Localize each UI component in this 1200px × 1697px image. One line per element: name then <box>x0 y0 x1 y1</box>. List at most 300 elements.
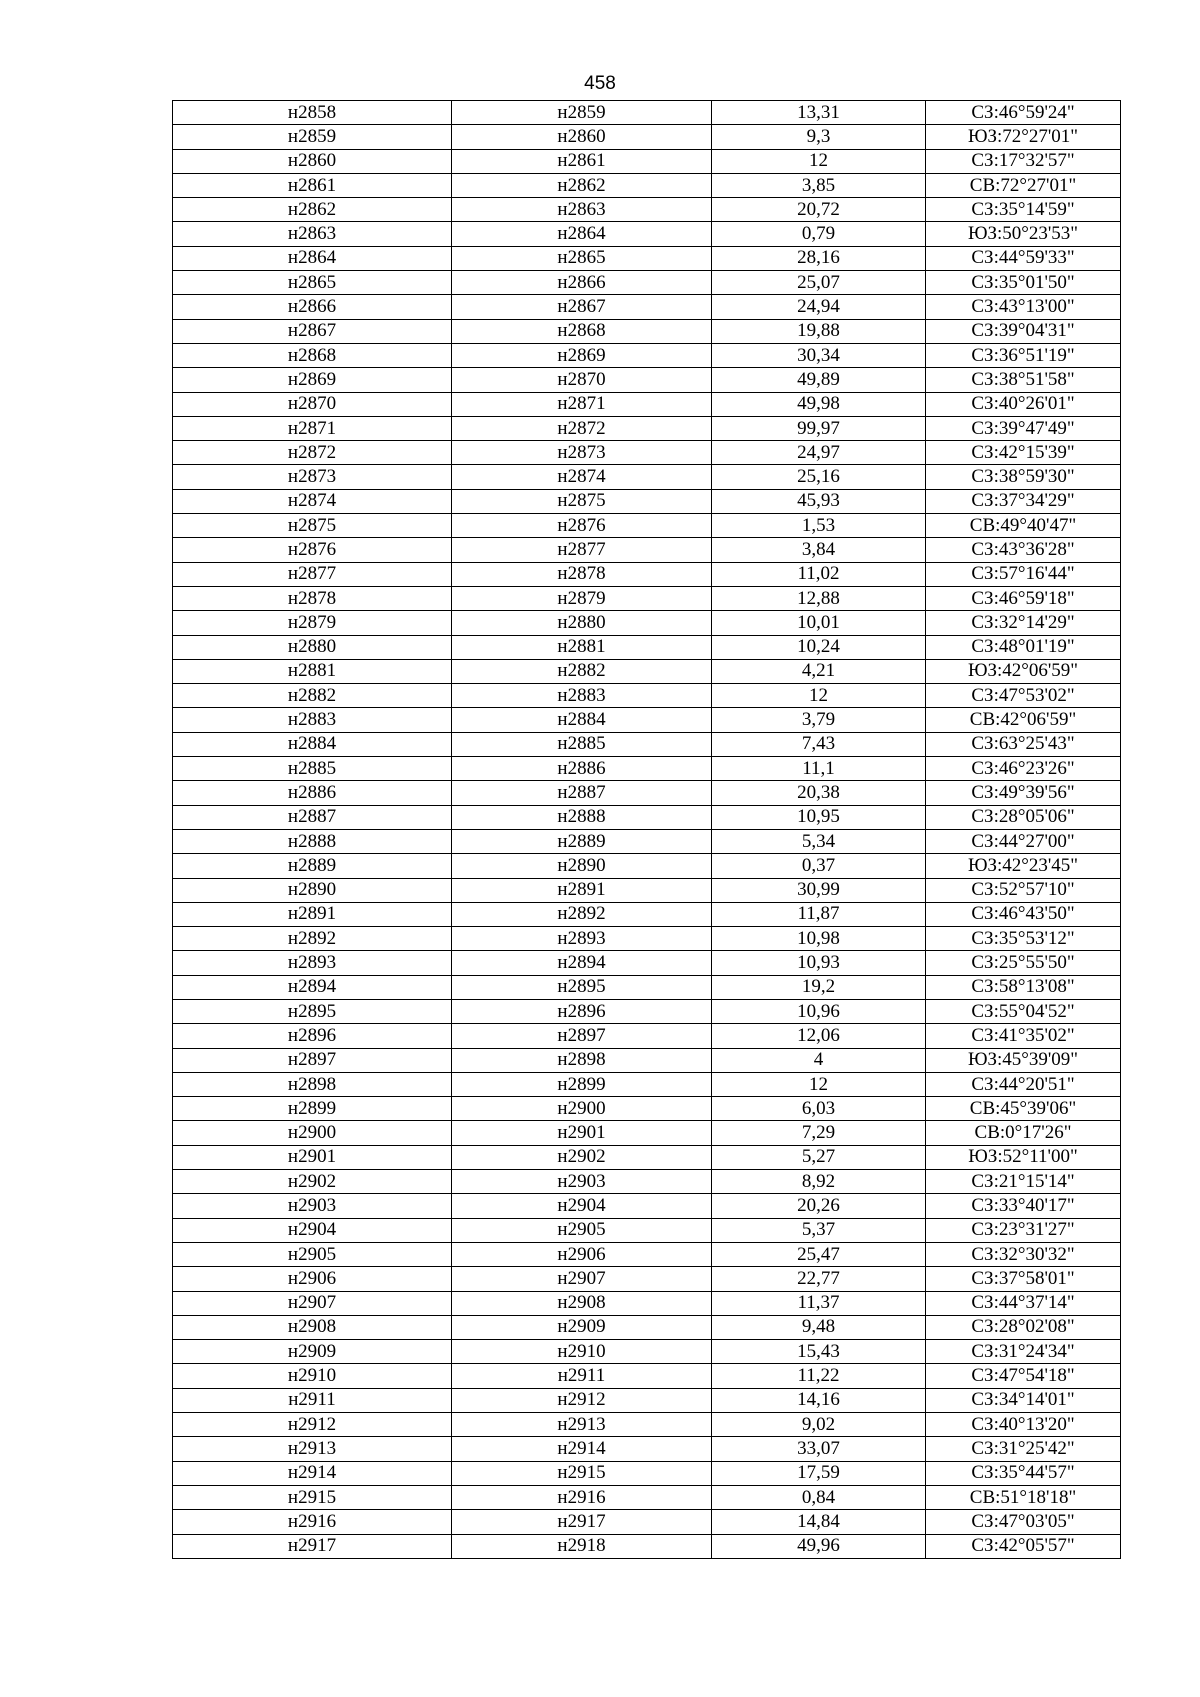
distance-cell: 22,77 <box>712 1267 926 1291</box>
table-row <box>173 1437 1121 1461</box>
bearing-cell: СЗ:46°23'26" <box>926 757 1121 781</box>
from-point-cell: н2891 <box>173 902 452 926</box>
distance-cell: 9,48 <box>712 1315 926 1339</box>
bearing-cell: СЗ:34°14'01" <box>926 1388 1121 1412</box>
to-point-cell: н2910 <box>452 1340 712 1364</box>
table-row <box>173 562 1121 586</box>
bearing-cell: ЮЗ:52°11'00" <box>926 1145 1121 1169</box>
to-point-cell: н2918 <box>452 1534 712 1558</box>
from-point-cell: н2904 <box>173 1218 452 1242</box>
to-point-cell: н2878 <box>452 562 712 586</box>
table-row <box>173 271 1121 295</box>
to-point-cell: н2884 <box>452 708 712 732</box>
bearing-cell: СЗ:47°54'18" <box>926 1364 1121 1388</box>
distance-cell: 12 <box>712 684 926 708</box>
to-point-cell: н2908 <box>452 1291 712 1315</box>
from-point-cell: н2884 <box>173 732 452 756</box>
table-row <box>173 319 1121 343</box>
from-point-cell: н2887 <box>173 805 452 829</box>
table-row <box>173 975 1121 999</box>
distance-cell: 10,24 <box>712 635 926 659</box>
distance-cell: 19,2 <box>712 975 926 999</box>
distance-cell: 10,96 <box>712 999 926 1023</box>
to-point-cell: н2888 <box>452 805 712 829</box>
bearing-cell: СЗ:41°35'02" <box>926 1024 1121 1048</box>
to-point-cell: н2864 <box>452 222 712 246</box>
bearing-cell: СВ:45°39'06" <box>926 1097 1121 1121</box>
bearing-cell: СЗ:42°05'57" <box>926 1534 1121 1558</box>
table-row <box>173 1315 1121 1339</box>
distance-cell: 14,16 <box>712 1388 926 1412</box>
from-point-cell: н2864 <box>173 246 452 270</box>
from-point-cell: н2903 <box>173 1194 452 1218</box>
distance-cell: 4 <box>712 1048 926 1072</box>
bearing-cell: СЗ:32°30'32" <box>926 1242 1121 1266</box>
distance-cell: 3,79 <box>712 708 926 732</box>
to-point-cell: н2889 <box>452 829 712 853</box>
to-point-cell: н2891 <box>452 878 712 902</box>
table-row <box>173 708 1121 732</box>
distance-cell: 3,84 <box>712 538 926 562</box>
to-point-cell: н2902 <box>452 1145 712 1169</box>
from-point-cell: н2870 <box>173 392 452 416</box>
table-body <box>173 101 1121 1559</box>
table-row <box>173 878 1121 902</box>
table-row <box>173 101 1121 125</box>
to-point-cell: н2875 <box>452 489 712 513</box>
to-point-cell: н2915 <box>452 1461 712 1485</box>
from-point-cell: н2877 <box>173 562 452 586</box>
distance-cell: 12,88 <box>712 586 926 610</box>
bearing-cell: СЗ:37°58'01" <box>926 1267 1121 1291</box>
table-row <box>173 514 1121 538</box>
table-row <box>173 173 1121 197</box>
table-row <box>173 465 1121 489</box>
from-point-cell: н2871 <box>173 416 452 440</box>
table-row <box>173 489 1121 513</box>
distance-cell: 7,43 <box>712 732 926 756</box>
distance-cell: 11,87 <box>712 902 926 926</box>
to-point-cell: н2880 <box>452 611 712 635</box>
table-row <box>173 1291 1121 1315</box>
from-point-cell: н2867 <box>173 319 452 343</box>
from-point-cell: н2876 <box>173 538 452 562</box>
table-row <box>173 1024 1121 1048</box>
distance-cell: 12 <box>712 1072 926 1096</box>
bearing-cell: ЮЗ:42°23'45" <box>926 854 1121 878</box>
to-point-cell: н2901 <box>452 1121 712 1145</box>
to-point-cell: н2906 <box>452 1242 712 1266</box>
bearing-cell: СЗ:28°05'06" <box>926 805 1121 829</box>
bearing-cell: ЮЗ:72°27'01" <box>926 125 1121 149</box>
bearing-cell: СВ:49°40'47" <box>926 514 1121 538</box>
bearing-cell: СЗ:47°53'02" <box>926 684 1121 708</box>
from-point-cell: н2905 <box>173 1242 452 1266</box>
bearing-cell: СЗ:37°34'29" <box>926 489 1121 513</box>
to-point-cell: н2871 <box>452 392 712 416</box>
table-row <box>173 732 1121 756</box>
from-point-cell: н2911 <box>173 1388 452 1412</box>
table-row <box>173 392 1121 416</box>
bearing-cell: СЗ:44°37'14" <box>926 1291 1121 1315</box>
bearing-cell: СЗ:25°55'50" <box>926 951 1121 975</box>
to-point-cell: н2893 <box>452 927 712 951</box>
table-row <box>173 1072 1121 1096</box>
distance-cell: 13,31 <box>712 101 926 125</box>
bearing-cell: СЗ:44°27'00" <box>926 829 1121 853</box>
from-point-cell: н2910 <box>173 1364 452 1388</box>
from-point-cell: н2914 <box>173 1461 452 1485</box>
bearing-cell: СЗ:23°31'27" <box>926 1218 1121 1242</box>
from-point-cell: н2863 <box>173 222 452 246</box>
to-point-cell: н2892 <box>452 902 712 926</box>
from-point-cell: н2906 <box>173 1267 452 1291</box>
page-number: 458 <box>584 73 616 94</box>
bearing-cell: СЗ:47°03'05" <box>926 1510 1121 1534</box>
bearing-cell: СВ:42°06'59" <box>926 708 1121 732</box>
to-point-cell: н2913 <box>452 1413 712 1437</box>
bearing-cell: СЗ:44°59'33" <box>926 246 1121 270</box>
to-point-cell: н2914 <box>452 1437 712 1461</box>
bearing-cell: СЗ:57°16'44" <box>926 562 1121 586</box>
table-row <box>173 1364 1121 1388</box>
from-point-cell: н2886 <box>173 781 452 805</box>
to-point-cell: н2881 <box>452 635 712 659</box>
to-point-cell: н2894 <box>452 951 712 975</box>
table-row <box>173 198 1121 222</box>
from-point-cell: н2859 <box>173 125 452 149</box>
to-point-cell: н2883 <box>452 684 712 708</box>
distance-cell: 49,96 <box>712 1534 926 1558</box>
from-point-cell: н2892 <box>173 927 452 951</box>
bearing-cell: СЗ:46°59'24" <box>926 101 1121 125</box>
to-point-cell: н2867 <box>452 295 712 319</box>
from-point-cell: н2898 <box>173 1072 452 1096</box>
distance-cell: 49,98 <box>712 392 926 416</box>
to-point-cell: н2872 <box>452 416 712 440</box>
distance-cell: 0,37 <box>712 854 926 878</box>
bearing-cell: СЗ:35°01'50" <box>926 271 1121 295</box>
to-point-cell: н2903 <box>452 1170 712 1194</box>
bearing-cell: СЗ:46°59'18" <box>926 586 1121 610</box>
to-point-cell: н2868 <box>452 319 712 343</box>
bearing-cell: СЗ:44°20'51" <box>926 1072 1121 1096</box>
bearing-cell: СЗ:42°15'39" <box>926 441 1121 465</box>
table-row <box>173 1534 1121 1558</box>
distance-cell: 10,93 <box>712 951 926 975</box>
to-point-cell: н2909 <box>452 1315 712 1339</box>
distance-cell: 7,29 <box>712 1121 926 1145</box>
to-point-cell: н2882 <box>452 659 712 683</box>
to-point-cell: н2870 <box>452 368 712 392</box>
bearing-cell: СЗ:33°40'17" <box>926 1194 1121 1218</box>
to-point-cell: н2861 <box>452 149 712 173</box>
table-row <box>173 684 1121 708</box>
from-point-cell: н2902 <box>173 1170 452 1194</box>
to-point-cell: н2895 <box>452 975 712 999</box>
from-point-cell: н2868 <box>173 343 452 367</box>
from-point-cell: н2865 <box>173 271 452 295</box>
from-point-cell: н2879 <box>173 611 452 635</box>
distance-cell: 8,92 <box>712 1170 926 1194</box>
distance-cell: 20,72 <box>712 198 926 222</box>
from-point-cell: н2909 <box>173 1340 452 1364</box>
bearing-cell: СВ:72°27'01" <box>926 173 1121 197</box>
bearing-cell: СЗ:63°25'43" <box>926 732 1121 756</box>
table-row <box>173 416 1121 440</box>
distance-cell: 9,02 <box>712 1413 926 1437</box>
to-point-cell: н2877 <box>452 538 712 562</box>
from-point-cell: н2869 <box>173 368 452 392</box>
bearing-cell: СЗ:38°51'58" <box>926 368 1121 392</box>
distance-cell: 19,88 <box>712 319 926 343</box>
table-row <box>173 1340 1121 1364</box>
bearing-cell: СЗ:35°53'12" <box>926 927 1121 951</box>
from-point-cell: н2880 <box>173 635 452 659</box>
table-row <box>173 222 1121 246</box>
table-row <box>173 757 1121 781</box>
to-point-cell: н2886 <box>452 757 712 781</box>
bearing-cell: СЗ:43°13'00" <box>926 295 1121 319</box>
from-point-cell: н2915 <box>173 1485 452 1509</box>
distance-cell: 9,3 <box>712 125 926 149</box>
table-row <box>173 538 1121 562</box>
table-row <box>173 829 1121 853</box>
from-point-cell: н2873 <box>173 465 452 489</box>
bearing-cell: СЗ:36°51'19" <box>926 343 1121 367</box>
table-row <box>173 1121 1121 1145</box>
to-point-cell: н2898 <box>452 1048 712 1072</box>
distance-cell: 45,93 <box>712 489 926 513</box>
table-row <box>173 586 1121 610</box>
to-point-cell: н2885 <box>452 732 712 756</box>
from-point-cell: н2875 <box>173 514 452 538</box>
from-point-cell: н2894 <box>173 975 452 999</box>
table-row <box>173 951 1121 975</box>
distance-cell: 14,84 <box>712 1510 926 1534</box>
to-point-cell: н2859 <box>452 101 712 125</box>
from-point-cell: н2881 <box>173 659 452 683</box>
boundary-points-table <box>172 100 1121 1559</box>
to-point-cell: н2873 <box>452 441 712 465</box>
distance-cell: 5,27 <box>712 1145 926 1169</box>
to-point-cell: н2874 <box>452 465 712 489</box>
distance-cell: 28,16 <box>712 246 926 270</box>
distance-cell: 11,37 <box>712 1291 926 1315</box>
distance-cell: 25,07 <box>712 271 926 295</box>
from-point-cell: н2890 <box>173 878 452 902</box>
table-row <box>173 368 1121 392</box>
from-point-cell: н2901 <box>173 1145 452 1169</box>
from-point-cell: н2917 <box>173 1534 452 1558</box>
from-point-cell: н2874 <box>173 489 452 513</box>
table-row <box>173 441 1121 465</box>
table-row <box>173 1510 1121 1534</box>
from-point-cell: н2885 <box>173 757 452 781</box>
distance-cell: 20,38 <box>712 781 926 805</box>
bearing-cell: СЗ:46°43'50" <box>926 902 1121 926</box>
table-row <box>173 1485 1121 1509</box>
distance-cell: 11,1 <box>712 757 926 781</box>
from-point-cell: н2895 <box>173 999 452 1023</box>
to-point-cell: н2862 <box>452 173 712 197</box>
table-row <box>173 1388 1121 1412</box>
bearing-cell: СЗ:31°24'34" <box>926 1340 1121 1364</box>
to-point-cell: н2897 <box>452 1024 712 1048</box>
to-point-cell: н2900 <box>452 1097 712 1121</box>
from-point-cell: н2878 <box>173 586 452 610</box>
bearing-cell: СЗ:38°59'30" <box>926 465 1121 489</box>
distance-cell: 11,02 <box>712 562 926 586</box>
bearing-cell: СЗ:55°04'52" <box>926 999 1121 1023</box>
to-point-cell: н2907 <box>452 1267 712 1291</box>
to-point-cell: н2905 <box>452 1218 712 1242</box>
table-row <box>173 611 1121 635</box>
from-point-cell: н2883 <box>173 708 452 732</box>
distance-cell: 24,97 <box>712 441 926 465</box>
to-point-cell: н2917 <box>452 1510 712 1534</box>
distance-cell: 15,43 <box>712 1340 926 1364</box>
distance-cell: 10,01 <box>712 611 926 635</box>
to-point-cell: н2860 <box>452 125 712 149</box>
bearing-cell: СЗ:31°25'42" <box>926 1437 1121 1461</box>
from-point-cell: н2912 <box>173 1413 452 1437</box>
from-point-cell: н2916 <box>173 1510 452 1534</box>
from-point-cell: н2889 <box>173 854 452 878</box>
from-point-cell: н2858 <box>173 101 452 125</box>
from-point-cell: н2913 <box>173 1437 452 1461</box>
table-row <box>173 781 1121 805</box>
distance-cell: 17,59 <box>712 1461 926 1485</box>
distance-cell: 10,98 <box>712 927 926 951</box>
from-point-cell: н2897 <box>173 1048 452 1072</box>
table-row <box>173 1194 1121 1218</box>
table-row <box>173 902 1121 926</box>
to-point-cell: н2869 <box>452 343 712 367</box>
bearing-cell: СЗ:58°13'08" <box>926 975 1121 999</box>
distance-cell: 1,53 <box>712 514 926 538</box>
bearing-cell: СЗ:52°57'10" <box>926 878 1121 902</box>
from-point-cell: н2860 <box>173 149 452 173</box>
bearing-cell: ЮЗ:42°06'59" <box>926 659 1121 683</box>
from-point-cell: н2861 <box>173 173 452 197</box>
bearing-cell: СЗ:39°47'49" <box>926 416 1121 440</box>
distance-cell: 33,07 <box>712 1437 926 1461</box>
from-point-cell: н2893 <box>173 951 452 975</box>
table-row <box>173 1145 1121 1169</box>
to-point-cell: н2890 <box>452 854 712 878</box>
from-point-cell: н2862 <box>173 198 452 222</box>
from-point-cell: н2900 <box>173 1121 452 1145</box>
table-row <box>173 125 1121 149</box>
bearing-cell: СВ:51°18'18" <box>926 1485 1121 1509</box>
to-point-cell: н2863 <box>452 198 712 222</box>
bearing-cell: СЗ:40°26'01" <box>926 392 1121 416</box>
table-row <box>173 659 1121 683</box>
distance-cell: 12 <box>712 149 926 173</box>
distance-cell: 20,26 <box>712 1194 926 1218</box>
table-row <box>173 635 1121 659</box>
bearing-cell: СЗ:35°44'57" <box>926 1461 1121 1485</box>
table-row <box>173 1461 1121 1485</box>
distance-cell: 11,22 <box>712 1364 926 1388</box>
from-point-cell: н2908 <box>173 1315 452 1339</box>
to-point-cell: н2912 <box>452 1388 712 1412</box>
from-point-cell: н2899 <box>173 1097 452 1121</box>
bearing-cell: СЗ:48°01'19" <box>926 635 1121 659</box>
to-point-cell: н2865 <box>452 246 712 270</box>
distance-cell: 25,47 <box>712 1242 926 1266</box>
table-row <box>173 1097 1121 1121</box>
table-row <box>173 1242 1121 1266</box>
table-row <box>173 1267 1121 1291</box>
table-row <box>173 1170 1121 1194</box>
distance-cell: 24,94 <box>712 295 926 319</box>
bearing-cell: СЗ:39°04'31" <box>926 319 1121 343</box>
distance-cell: 12,06 <box>712 1024 926 1048</box>
to-point-cell: н2866 <box>452 271 712 295</box>
bearing-cell: СЗ:32°14'29" <box>926 611 1121 635</box>
table-row <box>173 1048 1121 1072</box>
bearing-cell: ЮЗ:50°23'53" <box>926 222 1121 246</box>
bearing-cell: СЗ:49°39'56" <box>926 781 1121 805</box>
table-row <box>173 854 1121 878</box>
to-point-cell: н2899 <box>452 1072 712 1096</box>
distance-cell: 99,97 <box>712 416 926 440</box>
to-point-cell: н2876 <box>452 514 712 538</box>
distance-cell: 0,84 <box>712 1485 926 1509</box>
distance-cell: 3,85 <box>712 173 926 197</box>
bearing-cell: СЗ:21°15'14" <box>926 1170 1121 1194</box>
distance-cell: 6,03 <box>712 1097 926 1121</box>
bearing-cell: СЗ:43°36'28" <box>926 538 1121 562</box>
distance-cell: 0,79 <box>712 222 926 246</box>
table-row <box>173 343 1121 367</box>
table-row <box>173 149 1121 173</box>
distance-cell: 5,37 <box>712 1218 926 1242</box>
bearing-cell: СЗ:17°32'57" <box>926 149 1121 173</box>
to-point-cell: н2916 <box>452 1485 712 1509</box>
from-point-cell: н2872 <box>173 441 452 465</box>
from-point-cell: н2866 <box>173 295 452 319</box>
table-row <box>173 1218 1121 1242</box>
to-point-cell: н2896 <box>452 999 712 1023</box>
table-row <box>173 805 1121 829</box>
from-point-cell: н2888 <box>173 829 452 853</box>
table-row <box>173 246 1121 270</box>
to-point-cell: н2904 <box>452 1194 712 1218</box>
to-point-cell: н2911 <box>452 1364 712 1388</box>
distance-cell: 30,99 <box>712 878 926 902</box>
table-row <box>173 295 1121 319</box>
bearing-cell: СЗ:40°13'20" <box>926 1413 1121 1437</box>
to-point-cell: н2887 <box>452 781 712 805</box>
table-row <box>173 999 1121 1023</box>
table-row <box>173 1413 1121 1437</box>
from-point-cell: н2882 <box>173 684 452 708</box>
from-point-cell: н2896 <box>173 1024 452 1048</box>
distance-cell: 10,95 <box>712 805 926 829</box>
bearing-cell: СЗ:35°14'59" <box>926 198 1121 222</box>
bearing-cell: СВ:0°17'26" <box>926 1121 1121 1145</box>
bearing-cell: СЗ:28°02'08" <box>926 1315 1121 1339</box>
distance-cell: 5,34 <box>712 829 926 853</box>
bearing-cell: ЮЗ:45°39'09" <box>926 1048 1121 1072</box>
distance-cell: 4,21 <box>712 659 926 683</box>
table-row <box>173 927 1121 951</box>
distance-cell: 30,34 <box>712 343 926 367</box>
distance-cell: 25,16 <box>712 465 926 489</box>
